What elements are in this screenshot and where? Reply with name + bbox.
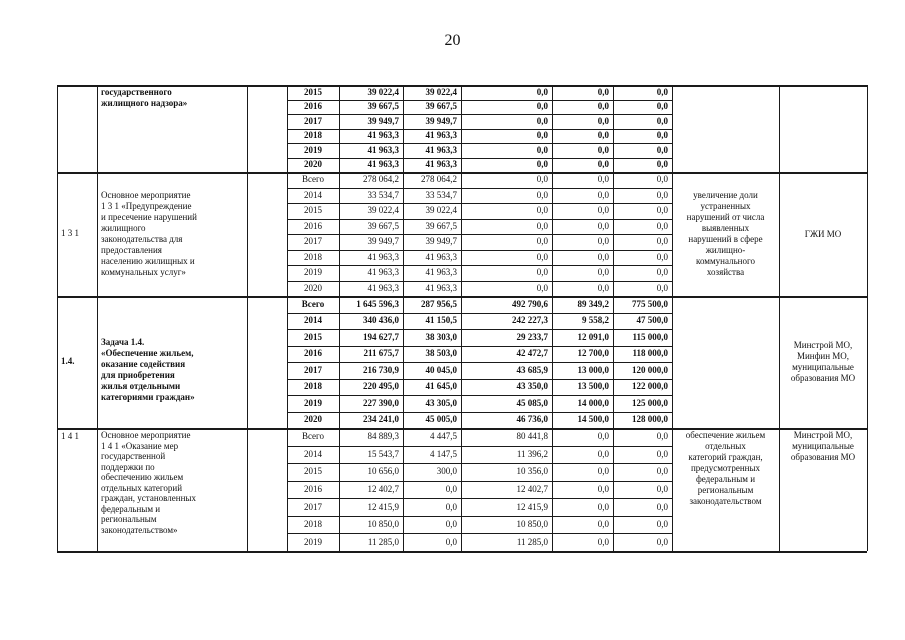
value-cell: 0,0 [656, 101, 668, 112]
value-cell: 278 064,2 [421, 174, 457, 185]
year-cell: 2018 [304, 519, 322, 530]
measure-name-line: государственного [101, 87, 172, 97]
value-cell: 41 963,3 [367, 130, 399, 141]
value-cell: 0,0 [536, 174, 548, 185]
year-cell: 2016 [304, 101, 322, 112]
value-cell: 300,0 [436, 466, 457, 477]
year-cell: 2018 [304, 130, 322, 141]
value-cell: 0,0 [597, 205, 609, 216]
measure-name-line: региональным [101, 514, 157, 524]
value-cell: 45 085,0 [516, 397, 548, 408]
grid-hline [287, 463, 672, 464]
value-cell: 39 949,7 [367, 236, 399, 247]
value-cell: 0,0 [445, 501, 457, 512]
value-cell: 0,0 [597, 130, 609, 141]
measure-name-line: Основное мероприятие [101, 190, 191, 200]
value-cell: 0,0 [597, 115, 609, 126]
value-cell: 15 543,7 [367, 448, 399, 459]
value-cell: 33 534,7 [367, 189, 399, 200]
value-cell: 10 356,0 [516, 466, 548, 477]
grid-hline [287, 188, 672, 189]
value-cell: 125 000,0 [632, 397, 668, 408]
value-cell: 0,0 [656, 159, 668, 170]
grid-hline [287, 250, 672, 251]
value-cell: 39 667,5 [367, 101, 399, 112]
value-cell: 0,0 [597, 484, 609, 494]
value-cell: 14 500,0 [577, 414, 609, 425]
value-cell: 41 963,3 [367, 251, 399, 262]
executor-line: Минстрой МО, [793, 430, 853, 440]
value-cell: 0,0 [656, 536, 668, 547]
value-cell: 39 022,4 [367, 205, 399, 216]
value-cell: 0,0 [597, 501, 609, 512]
year-cell: 2019 [304, 267, 322, 278]
grid-hline-section [57, 296, 867, 298]
value-cell: 0,0 [656, 115, 668, 126]
year-cell: 2014 [304, 315, 322, 326]
value-cell: 41 963,3 [425, 130, 457, 141]
year-cell: 2016 [304, 484, 322, 494]
value-cell: 4 447,5 [430, 431, 457, 442]
indicator-line: хозяйства [706, 267, 745, 277]
year-cell: 2019 [304, 536, 322, 547]
value-cell: 0,0 [656, 466, 668, 477]
grid-hline [287, 362, 672, 363]
value-cell: 12 415,9 [367, 501, 399, 512]
value-cell: 0,0 [536, 86, 548, 97]
grid-hline [287, 281, 672, 282]
measure-name-line: 1 4 1 «Оказание мер [101, 440, 179, 451]
year-cell: 2019 [304, 144, 322, 155]
value-cell: 0,0 [656, 431, 668, 442]
value-cell: 39 949,7 [425, 115, 457, 126]
row-number: 1.4. [61, 356, 75, 366]
value-cell: 0,0 [597, 431, 609, 442]
year-cell: 2015 [304, 466, 322, 477]
measure-name-line: граждан, установленных [101, 493, 196, 503]
measure-name-line: жилищного надзора» [101, 98, 188, 108]
indicator-line: выявленных [701, 223, 750, 233]
grid-hline [287, 203, 672, 204]
indicator-line: предусмотренных [690, 463, 761, 473]
value-cell: 12 415,9 [516, 501, 548, 512]
value-cell: 0,0 [536, 236, 548, 247]
value-cell: 0,0 [536, 144, 548, 155]
value-cell: 216 730,9 [363, 364, 399, 375]
executor-line: Минфин МО, [796, 351, 850, 361]
value-cell: 211 675,7 [363, 348, 399, 359]
value-cell: 0,0 [536, 115, 548, 126]
value-cell: 0,0 [597, 519, 609, 530]
value-cell: 14 000,0 [577, 397, 609, 408]
budget-table [57, 85, 867, 551]
measure-name-line: поддержки по [101, 461, 155, 472]
value-cell: 227 390,0 [363, 397, 399, 408]
indicator-line: обеспечение жильем [685, 430, 766, 440]
year-cell: 2017 [304, 236, 322, 247]
grid-hline [287, 379, 672, 380]
value-cell: 10 850,0 [367, 519, 399, 530]
value-cell: 41 963,3 [367, 267, 399, 278]
value-cell: 0,0 [656, 519, 668, 530]
value-cell: 0,0 [597, 236, 609, 247]
grid-hline [287, 533, 672, 534]
grid-hline [287, 234, 672, 235]
value-cell: 43 350,0 [516, 381, 548, 392]
indicator-line: устраненных [700, 201, 751, 211]
value-cell: 39 022,4 [425, 205, 457, 216]
grid-hline-section [57, 172, 867, 174]
measure-name-line: Задача 1.4. [101, 337, 145, 347]
value-cell: 0,0 [656, 282, 668, 293]
value-cell: 0,0 [536, 282, 548, 293]
measure-name-line: населению жилищных и [101, 256, 195, 266]
year-cell: 2014 [304, 189, 322, 200]
executor-line: ГЖИ МО [804, 228, 842, 239]
year-cell: Всего [301, 431, 325, 442]
indicator-line: категорий граждан, [688, 452, 763, 462]
measure-name-line: законодательства для [101, 234, 183, 244]
value-cell: 0,0 [656, 174, 668, 185]
value-cell: 41 645,0 [425, 381, 457, 392]
value-cell: 0,0 [597, 189, 609, 200]
value-cell: 41 963,3 [367, 159, 399, 170]
value-cell: 39 022,4 [425, 86, 457, 97]
grid-hline [287, 346, 672, 347]
measure-name-line: категориями граждан» [101, 392, 195, 402]
grid-vline [57, 85, 58, 551]
measure-name-line: и пресечение нарушений [101, 212, 197, 222]
value-cell: 39 667,5 [425, 220, 457, 231]
grid-hline [287, 498, 672, 499]
grid-hline [287, 329, 672, 330]
indicator-line: региональным [697, 485, 754, 495]
measure-name-line: предоставления [101, 245, 162, 255]
value-cell: 0,0 [656, 130, 668, 141]
value-cell: 39 667,5 [425, 101, 457, 112]
value-cell: 41 963,3 [425, 267, 457, 278]
value-cell: 122 000,0 [632, 381, 668, 392]
value-cell: 0,0 [536, 101, 548, 112]
value-cell: 47 500,0 [636, 315, 668, 326]
value-cell: 0,0 [656, 448, 668, 459]
year-cell: 2020 [304, 414, 322, 425]
value-cell: 0,0 [656, 86, 668, 97]
value-cell: 43 685,9 [516, 364, 548, 375]
value-cell: 775 500,0 [632, 298, 668, 309]
value-cell: 0,0 [656, 220, 668, 231]
row-number: 1 3 1 [61, 228, 79, 238]
grid-hline [287, 481, 672, 482]
value-cell: 120 000,0 [632, 364, 668, 375]
value-cell: 10 656,0 [367, 466, 399, 477]
value-cell: 242 227,3 [512, 315, 548, 326]
indicator-line: законодательством [689, 496, 762, 506]
year-cell: Всего [301, 174, 325, 185]
value-cell: 13 000,0 [577, 364, 609, 375]
measure-name-line: жилья отдельными [101, 381, 181, 391]
value-cell: 41 963,3 [425, 251, 457, 262]
page-number: 20 [444, 32, 461, 49]
year-cell: 2015 [304, 86, 322, 97]
value-cell: 0,0 [597, 174, 609, 185]
value-cell: 9 558,2 [582, 315, 609, 326]
grid-vline [779, 85, 780, 551]
value-cell: 0,0 [597, 220, 609, 231]
year-cell: 2015 [304, 331, 322, 342]
value-cell: 0,0 [656, 205, 668, 216]
value-cell: 11 396,2 [516, 448, 548, 459]
measure-name-line: оказание содействия [101, 359, 186, 369]
value-cell: 39 022,4 [367, 86, 399, 97]
value-cell: 0,0 [445, 519, 457, 530]
value-cell: 0,0 [597, 86, 609, 97]
value-cell: 42 472,7 [516, 348, 548, 359]
measure-name-line: жилищного [101, 223, 146, 233]
measure-name-line: законодательством» [101, 524, 178, 535]
grid-hline [287, 265, 672, 266]
measure-name-line: 1 3 1 «Предупреждение [101, 201, 192, 211]
value-cell: 0,0 [656, 501, 668, 512]
grid-hline [287, 412, 672, 413]
year-cell: 2015 [304, 205, 322, 216]
grid-vline [97, 85, 98, 551]
indicator-line: федеральным и [695, 474, 756, 484]
year-cell: 2020 [304, 282, 322, 293]
value-cell: 29 233,7 [516, 331, 548, 342]
measure-name-line: «Обеспечение жильем, [101, 348, 194, 358]
value-cell: 0,0 [597, 251, 609, 262]
year-cell: 2018 [304, 381, 322, 392]
value-cell: 11 285,0 [367, 536, 399, 547]
value-cell: 39 949,7 [425, 236, 457, 247]
measure-name-line: Основное мероприятие [101, 430, 191, 440]
value-cell: 0,0 [597, 101, 609, 112]
grid-hline [287, 516, 672, 517]
measure-name-line: отдельных категорий [101, 482, 183, 493]
value-cell: 128 000,0 [632, 414, 668, 425]
value-cell: 278 064,2 [363, 174, 399, 185]
value-cell: 10 850,0 [516, 519, 548, 530]
value-cell: 0,0 [536, 189, 548, 200]
year-cell: Всего [301, 298, 325, 309]
year-cell: 2017 [304, 364, 322, 375]
value-cell: 0,0 [536, 130, 548, 141]
value-cell: 287 956,5 [421, 298, 457, 309]
value-cell: 1 645 596,3 [356, 298, 399, 309]
value-cell: 11 285,0 [516, 536, 548, 547]
indicator-line: нарушений в сфере [688, 234, 763, 244]
value-cell: 13 500,0 [577, 381, 609, 392]
value-cell: 0,0 [597, 159, 609, 170]
value-cell: 12 700,0 [577, 348, 609, 359]
value-cell: 0,0 [656, 144, 668, 155]
year-cell: 2020 [304, 159, 322, 170]
value-cell: 0,0 [597, 466, 609, 477]
value-cell: 12 402,7 [516, 484, 548, 494]
value-cell: 38 503,0 [425, 348, 457, 359]
value-cell: 41 963,3 [425, 159, 457, 170]
value-cell: 234 241,0 [363, 414, 399, 425]
value-cell: 194 627,7 [363, 331, 399, 342]
value-cell: 0,0 [597, 144, 609, 155]
grid-vline [867, 85, 868, 551]
value-cell: 118 000,0 [632, 348, 668, 359]
grid-hline [287, 313, 672, 314]
grid-vline [247, 85, 248, 551]
value-cell: 0,0 [656, 251, 668, 262]
indicator-line: увеличение доли [693, 190, 758, 200]
value-cell: 40 045,0 [425, 364, 457, 375]
value-cell: 84 889,3 [367, 431, 399, 442]
measure-name-line: обеспечению жильем [101, 472, 184, 482]
value-cell: 0,0 [656, 484, 668, 494]
grid-hline [287, 395, 672, 396]
year-cell: 2016 [304, 220, 322, 231]
value-cell: 0,0 [597, 267, 609, 278]
executor-line: Минстрой МО, [793, 340, 853, 350]
indicator-line: жилищно- [705, 245, 746, 255]
value-cell: 0,0 [536, 159, 548, 170]
value-cell: 43 305,0 [425, 397, 457, 408]
year-cell: 2018 [304, 251, 322, 262]
year-cell: 2016 [304, 348, 322, 359]
value-cell: 38 303,0 [425, 331, 457, 342]
value-cell: 0,0 [536, 267, 548, 278]
value-cell: 0,0 [597, 282, 609, 293]
value-cell: 0,0 [656, 267, 668, 278]
year-cell: 2019 [304, 397, 322, 408]
executor-line: муниципальные [792, 441, 854, 451]
value-cell: 46 736,0 [516, 414, 548, 425]
measure-name-line: коммунальных услуг» [101, 267, 186, 277]
value-cell: 4 147,5 [430, 448, 457, 459]
executor-line: образования МО [790, 452, 856, 462]
value-cell: 0,0 [445, 484, 457, 494]
measure-name-line: для приобретения [101, 370, 175, 380]
value-cell: 220 495,0 [363, 381, 399, 392]
value-cell: 12 402,7 [367, 484, 399, 494]
value-cell: 41 963,3 [425, 144, 457, 155]
value-cell: 41 150,5 [425, 315, 457, 326]
value-cell: 0,0 [656, 189, 668, 200]
value-cell: 41 963,3 [367, 282, 399, 293]
value-cell: 80 441,8 [516, 431, 548, 442]
value-cell: 39 667,5 [367, 220, 399, 231]
value-cell: 115 000,0 [632, 331, 668, 342]
value-cell: 0,0 [536, 251, 548, 262]
grid-hline-section [57, 551, 867, 553]
value-cell: 0,0 [656, 236, 668, 247]
value-cell: 0,0 [597, 536, 609, 547]
year-cell: 2014 [304, 448, 322, 459]
value-cell: 12 091,0 [577, 331, 609, 342]
value-cell: 0,0 [597, 448, 609, 459]
value-cell: 41 963,3 [425, 282, 457, 293]
value-cell: 33 534,7 [425, 189, 457, 200]
grid-hline [287, 446, 672, 447]
value-cell: 0,0 [536, 205, 548, 216]
executor-line: муниципальные [792, 362, 854, 372]
year-cell: 2017 [304, 501, 322, 512]
measure-name-line: государственной [101, 451, 166, 461]
measure-name-line: федеральным и [101, 503, 161, 514]
year-cell: 2017 [304, 115, 322, 126]
value-cell: 0,0 [536, 220, 548, 231]
value-cell: 45 005,0 [425, 414, 457, 425]
value-cell: 340 436,0 [363, 315, 399, 326]
indicator-line: нарушений от числа [686, 212, 765, 222]
value-cell: 41 963,3 [367, 144, 399, 155]
value-cell: 39 949,7 [367, 115, 399, 126]
value-cell: 492 790,6 [512, 298, 548, 309]
grid-hline [287, 219, 672, 220]
executor-line: образования МО [790, 373, 856, 383]
value-cell: 89 349,2 [577, 298, 609, 309]
row-number: 1 4 1 [61, 431, 79, 441]
indicator-line: отдельных [705, 441, 746, 451]
value-cell: 0,0 [445, 536, 457, 547]
indicator-line: коммунального [696, 256, 755, 266]
